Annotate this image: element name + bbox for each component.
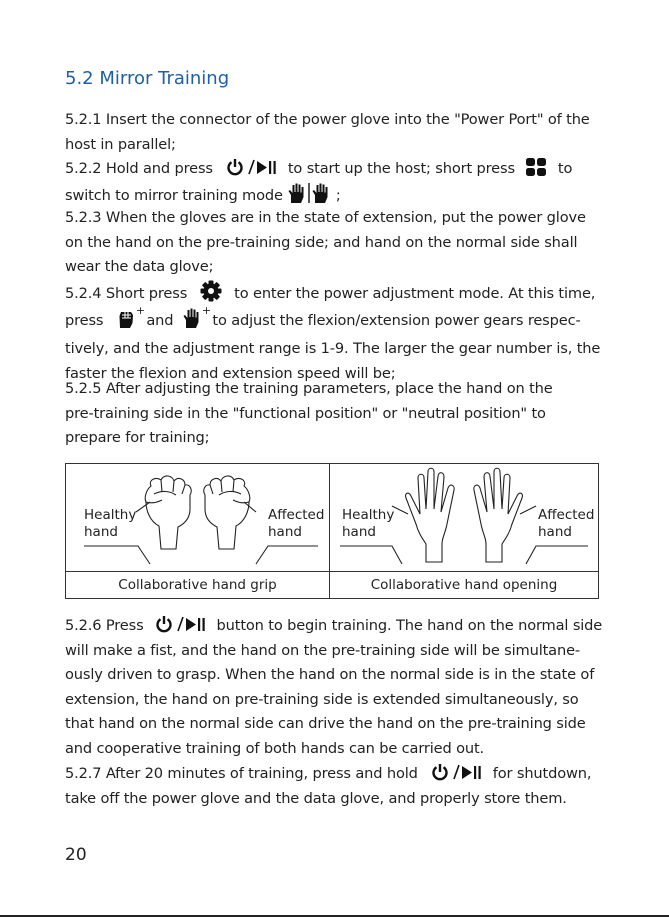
power-play-pause-icon [154, 615, 208, 633]
affected-hand-label: Affected hand [538, 507, 595, 540]
healthy-hand-label: Healthy hand [84, 507, 137, 540]
power-play-pause-icon [430, 763, 484, 781]
step-5-2-7 [65, 762, 605, 811]
step-line: 5.2.5 After adjusting the training parameters, place the hand on the [65, 380, 553, 397]
step-line: 5.2.2 Hold and press to start up the host; short press to [65, 157, 605, 182]
step-line: that hand on the normal side can drive the hand on the pre-training side [65, 715, 586, 733]
caption-hand-opening: Collaborative hand opening [330, 571, 598, 599]
step-line: press + and + to adjust the flexion/extension power gears respec- [65, 307, 605, 338]
mode-four-squares-icon [525, 157, 547, 177]
step-5-2-4 [65, 280, 605, 386]
step-line: and cooperative training of both hands can be carried out. [65, 739, 485, 757]
step-line: extension, the hand on pre-training side is extended simultaneously, so [65, 690, 579, 708]
step-line: take off the power glove and the data glove, and properly store them. [65, 789, 567, 807]
step-5-2-5 [65, 377, 605, 451]
affected-hand-label: Affected hand [268, 507, 325, 540]
figure-cell-grip [66, 464, 330, 571]
caption-hand-grip: Collaborative hand grip [66, 571, 330, 599]
step-5-2-3 [65, 206, 605, 280]
step-line: 5.2.3 When the gloves are in the state of extension, put the power glove [65, 209, 586, 226]
step-line: switch to mirror training mode ; [65, 182, 605, 213]
bottom-rule [0, 915, 669, 917]
step-line: 5.2.7 After 20 minutes of training, press and hold for shutdown, [65, 765, 592, 782]
step-line: tively, and the adjustment range is 1-9. The larger the gear number is, the [65, 340, 601, 358]
step-line: faster the flexion and extension speed will be; [65, 364, 396, 382]
healthy-hand-label: Healthy hand [342, 507, 395, 540]
step-line: 5.2.4 Short press to enter the power adjustment mode. At this time, [65, 280, 605, 307]
power-play-pause-icon [225, 158, 279, 176]
open-hand-plus-icon: + [182, 307, 202, 338]
step-line: host in parallel; [65, 135, 176, 153]
step-line: pre-training side in the "functional position" or "neutral position" to [65, 404, 546, 422]
step-line: 5.2.6 Press button to begin training. The hand on the normal side [65, 617, 603, 634]
hand-position-figure [65, 463, 599, 599]
step-line: will make a fist, and the hand on the pre-training side will be simultane- [65, 641, 581, 659]
step-line: prepare for training; [65, 429, 210, 447]
step-5-2-6 [65, 614, 605, 762]
step-line: wear the data glove; [65, 258, 214, 276]
section-title: 5.2 Mirror Training [65, 68, 230, 89]
page-number: 20 [65, 845, 87, 865]
step-line: 5.2.1 Insert the connector of the power glove into the "Power Port" of the [65, 111, 590, 128]
fist-plus-icon: + [116, 307, 136, 338]
step-line: ously driven to grasp. When the hand on the normal side is in the state of [65, 666, 595, 684]
step-line: on the hand on the pre-training side; and hand on the normal side shall [65, 233, 578, 251]
step-5-2-1 [65, 108, 605, 157]
step-5-2-2 [65, 157, 605, 212]
figure-cell-opening [330, 464, 598, 571]
